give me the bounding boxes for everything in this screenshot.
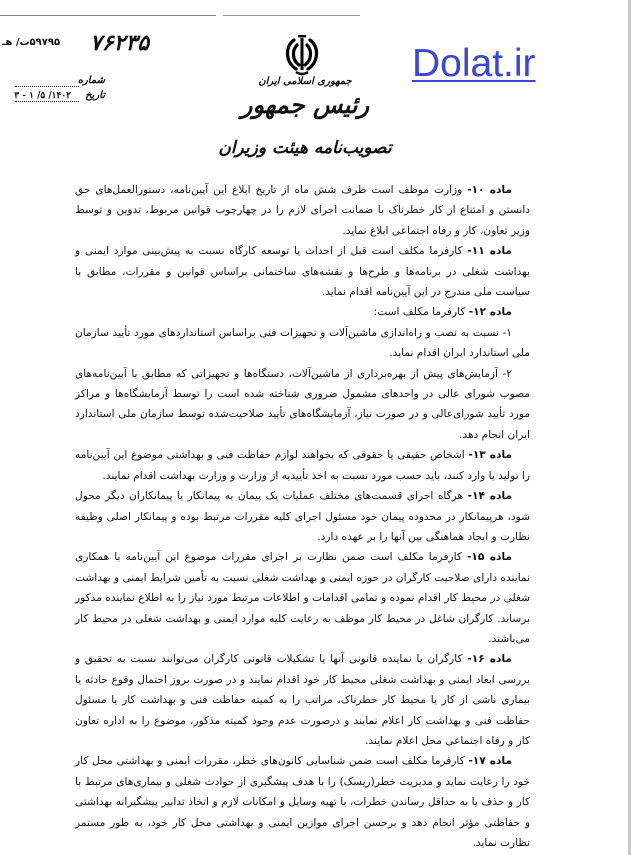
date-dotted-line <box>15 101 79 102</box>
article-paragraph <box>75 364 530 446</box>
article-heading: ماده ۱۰- <box>467 184 512 196</box>
document-body <box>75 180 530 853</box>
article-paragraph <box>75 241 530 302</box>
emblem-sword <box>301 38 304 70</box>
article-paragraph <box>75 751 530 853</box>
article-text: اشخاص حقیقی یا حقوقی که بخواهند لوازم حفاظت فنی و بهداشتی موضوع این آیین‌نامه را تولید یا وارد کنند، باید حسب مورد نسبت به اخذ تأییدیه از وزارت و وزارت بهداشت اقدام نمایند. <box>75 449 530 482</box>
article-paragraph <box>75 547 530 649</box>
article-text: ۲- آزمایش‌های پیش از بهره‌برداری از ماشین‌آلات، دستگاه‌ها و تجهیزاتی که مطابق با آیین‌نامه‌های مصوب شورای عالی در واحدهای مشمول ضروری شناخته شده است را توسط آزمایشگاه‌ها و مراکز مورد تأیید شورای‌عالی و در صورت نیاز، آزمایشگاه‌های تأیید صلاحیت‌شده توسط سازمان ملی استاندارد ایران انجام دهد. <box>75 367 530 441</box>
reference-number: ۵۹۷۹۵ت/ هـ <box>2 37 61 48</box>
date-value: ۱۴۰۲/ ۵/ ۱ - ۳ <box>14 91 71 101</box>
article-text: کارفرما مکلف است ضمن شناسایی کانون‌های خطر، مقررات ایمنی و بهداشتی محل کار خود را رعایت نماید و مدیریت خطر(ریسک) را با هدف پیشگیری از حوادث شغلی و بیماری‌های مرتبط با کار و حذف یا به حداقل رساندن خطرات، با تهیه وسایل و امکانات لازم و اتخاذ تدابیر پیشگیرانه بهداشتی و حفاظتی مؤثر انجام دهد و برحسن اجرای موازین ایمنی و بهداشتی محل کار خود، به طور مستمر نظارت نماید. <box>75 755 530 849</box>
number-dotted-line <box>15 86 79 87</box>
iran-emblem-icon <box>282 32 322 76</box>
letter-meta <box>15 75 105 105</box>
article-heading: ماده ۱۵- <box>467 551 513 564</box>
article-heading: ماده ۱۴- <box>467 490 513 503</box>
article-paragraph <box>75 302 530 322</box>
article-paragraph <box>75 180 530 241</box>
article-text: ۱- نسبت به نصب و راه‌اندازی ماشین‌آلات و تجهیزات فنی براساس استانداردهای مورد تأیید سازمان ملی استاندارد ایران اقدام نماید. <box>75 326 530 360</box>
article-text: وزارت موظف است ظرف شش ماه از تاریخ ابلاغ این آیین‌نامه، دستورالعمل‌های حق دانستن و امتناع از کار خطرناک با ضمانت اجرای لازم را در چهارچوب قوانین مربوط، تدوین و توسط وزیر تعاون، کار و رفاه اجتماعی ابلاغ نماید. <box>75 184 530 237</box>
dolat-ir-link[interactable]: Dolat.ir <box>412 42 536 85</box>
article-paragraph <box>75 649 530 751</box>
number-label: شماره <box>77 75 105 86</box>
article-heading: ماده ۱۶- <box>467 653 512 666</box>
article-heading: ماده ۱۱- <box>467 245 512 258</box>
article-paragraph <box>75 486 530 547</box>
article-paragraph <box>75 445 530 486</box>
office-title: رئیس جمهور <box>240 90 370 119</box>
serial-block <box>2 30 152 60</box>
date-row <box>15 90 105 105</box>
government-name: جمهوری اسلامی ایران <box>258 76 352 87</box>
article-text: کارفرما مکلف است قبل از احداث یا توسعه کارگاه نسبت به پیش‌بینی موارد ایمنی و بهداشت شغلی در برنامه‌ها و طرح‌ها و نقشه‌های ساختمانی براساس قوانین و مقررات، مطابق با سیاست ملی مندرج در این آیین‌نامه اقدام نماید. <box>75 245 530 299</box>
date-label: تاریخ <box>85 90 105 101</box>
emblem-inner-right <box>305 45 311 65</box>
scan-top-rule <box>0 15 360 16</box>
article-paragraph <box>75 323 530 364</box>
article-text: هرگاه اجرای قسمت‌های مختلف عملیات یک پیمان به پیمانکار یا پیمانکاران دیگر محول شود، هرپیمانکار در محدوده پیمان خود مسئول اجرای کلیه مقررات مرتبط بوده و پیمانکار اصلی وظیفه نظارت و ایجاد هماهنگی بین آنها را بر عهده دارد. <box>75 490 530 543</box>
article-heading: ماده ۱۷- <box>468 755 512 768</box>
article-text: کارفرما مکلف است ضمن نظارت بر اجرای مقررات موضوع این آیین‌نامه با همکاری نماینده دارای صلاحیت کارگران در حوزه ایمنی و بهداشت شغلی نسبت به تأمین شرایط ایمنی و بهداشت شغلی در محیط کار اقدام نموده و تمامی اقدامات و اطلاعات مرتبط مورد نیاز را به اطلاع نماینده مذکور برساند. کارگران شاغل در محیط کار موظف به رعایت کلیه موارد ایمنی و بهداشت شغلی در محیط کار می‌باشند. <box>75 551 530 645</box>
emblem-base <box>296 72 308 74</box>
article-heading: ماده ۱۲- <box>468 306 512 319</box>
article-heading: ماده ۱۳- <box>468 449 512 462</box>
document-type-title: تصویب‌نامه هیئت وزیران <box>218 138 392 158</box>
emblem-inner-left <box>293 45 299 65</box>
article-text: کارفرما مکلف است: <box>373 306 469 319</box>
number-row <box>15 75 105 90</box>
emblem-shadda <box>298 35 306 37</box>
handwritten-serial-number: ۷۶۲۳۵ <box>90 30 150 56</box>
article-text: کارگران یا نماینده قانونی آنها یا تشکیلات قانونی کارگران می‌توانند نسبت به تحقیق و بررسی ابعاد ایمنی و بهداشت شغلی محیط کار خود اقدام نمایند و در صورت بروز احتمال وقوع حادثه یا بیماری ناشی از کار یا محیط کار خطرناک، مراتب را به کمیته حفاظت فنی و بهداشت کار یا مسئول حفاظت فنی و بهداشت کار اعلام نمایند و درصورت عدم وجود کمیته مذکور، موضوع را به اداره تعاون کار و رفاه اجتماعی محل اعلام نمایند. <box>75 653 530 747</box>
